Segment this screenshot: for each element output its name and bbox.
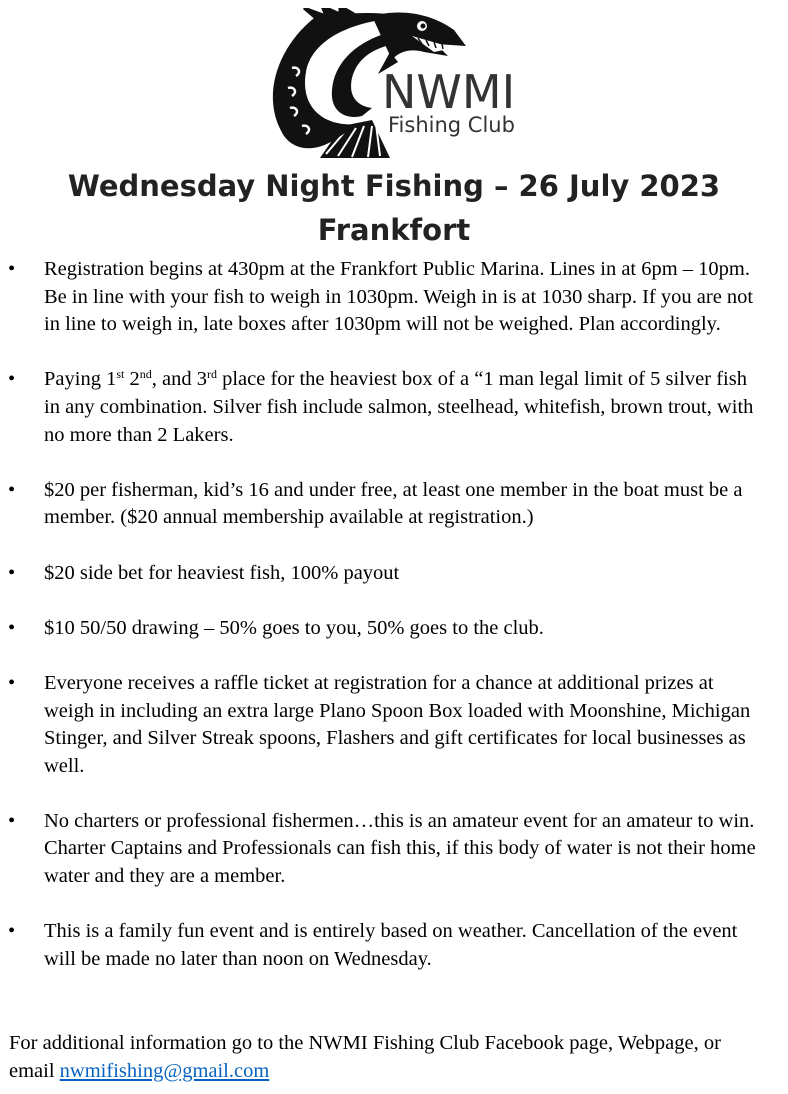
event-details-list — [0, 256, 788, 1001]
list-item-text: Registration begins at 430pm at the Frankfort Public Marina. Lines in at 6pm – 10pm. Be in line with your fish to weigh in 1030pm. Weigh in is at 1030 sharp. If you are not in line to weigh in, late boxes after 1030pm will not be weighed. Plan accordingly. — [44, 258, 754, 336]
bullet-icon: • — [8, 920, 16, 943]
list-item — [0, 366, 788, 449]
club-logo — [222, 8, 572, 164]
list-item — [0, 477, 788, 532]
logo-name: NWMI — [382, 65, 516, 119]
footer-text: For additional information go to the NWMI Fishing Club Facebook page, Webpage, or email — [9, 1032, 721, 1082]
bullet-icon: • — [8, 258, 16, 280]
page-title: Wednesday Night Fishing – 26 July 2023 — [67, 169, 721, 203]
bullet-icon: • — [8, 809, 16, 832]
list-item-text: $10 50/50 drawing – 50% goes to you, 50% goes to the club. — [44, 616, 544, 639]
bullet-icon: • — [8, 561, 16, 584]
footer-contact — [9, 1030, 769, 1085]
page-subtitle-location: Frankfort — [317, 213, 471, 247]
list-item — [0, 560, 788, 588]
bullet-icon: • — [8, 478, 16, 501]
logo-subtitle: Fishing Club — [388, 113, 515, 137]
list-item — [0, 918, 788, 973]
list-item-text: No charters or professional fishermen…this is an amateur event for an amateur to win. Charter Captains and Professionals can fish this, if this body of water is not their home water and they are a member. — [44, 809, 756, 888]
list-item-text: Everyone receives a raffle ticket at registration for a chance at additional prizes at weigh in including an extra large Plano Spoon Box loaded with Moonshine, Michigan Stinger, and Silver Streak spoons, Flashers and gift certificates for local businesses as well. — [44, 671, 751, 777]
list-item — [0, 615, 788, 643]
email-link[interactable]: nwmifishing@gmail.com — [59, 1059, 270, 1082]
bullet-icon: • — [8, 368, 16, 391]
list-item-text: $20 per fisherman, kid’s 16 and under free, at least one member in the boat must be a member. ($20 annual membership available at registration.) — [44, 478, 743, 529]
bullet-icon: • — [8, 616, 16, 639]
list-item-text: Paying 1st 2nd, and 3rd place for the heaviest box of a “1 man legal limit of 5 silver fish in any combination. Silver fish include salmon, steelhead, whitefish, brown trout, with no more than 2 Lakers. — [44, 367, 754, 446]
bullet-icon: • — [8, 671, 16, 694]
list-item — [0, 808, 788, 891]
list-item-text: $20 side bet for heaviest fish, 100% payout — [44, 561, 400, 584]
list-item-text: This is a family fun event and is entirely based on weather. Cancellation of the event will be made no later than noon on Wednesday. — [44, 920, 738, 970]
list-item — [0, 256, 788, 339]
walleye-fish-icon — [222, 8, 572, 164]
list-item — [0, 670, 788, 780]
